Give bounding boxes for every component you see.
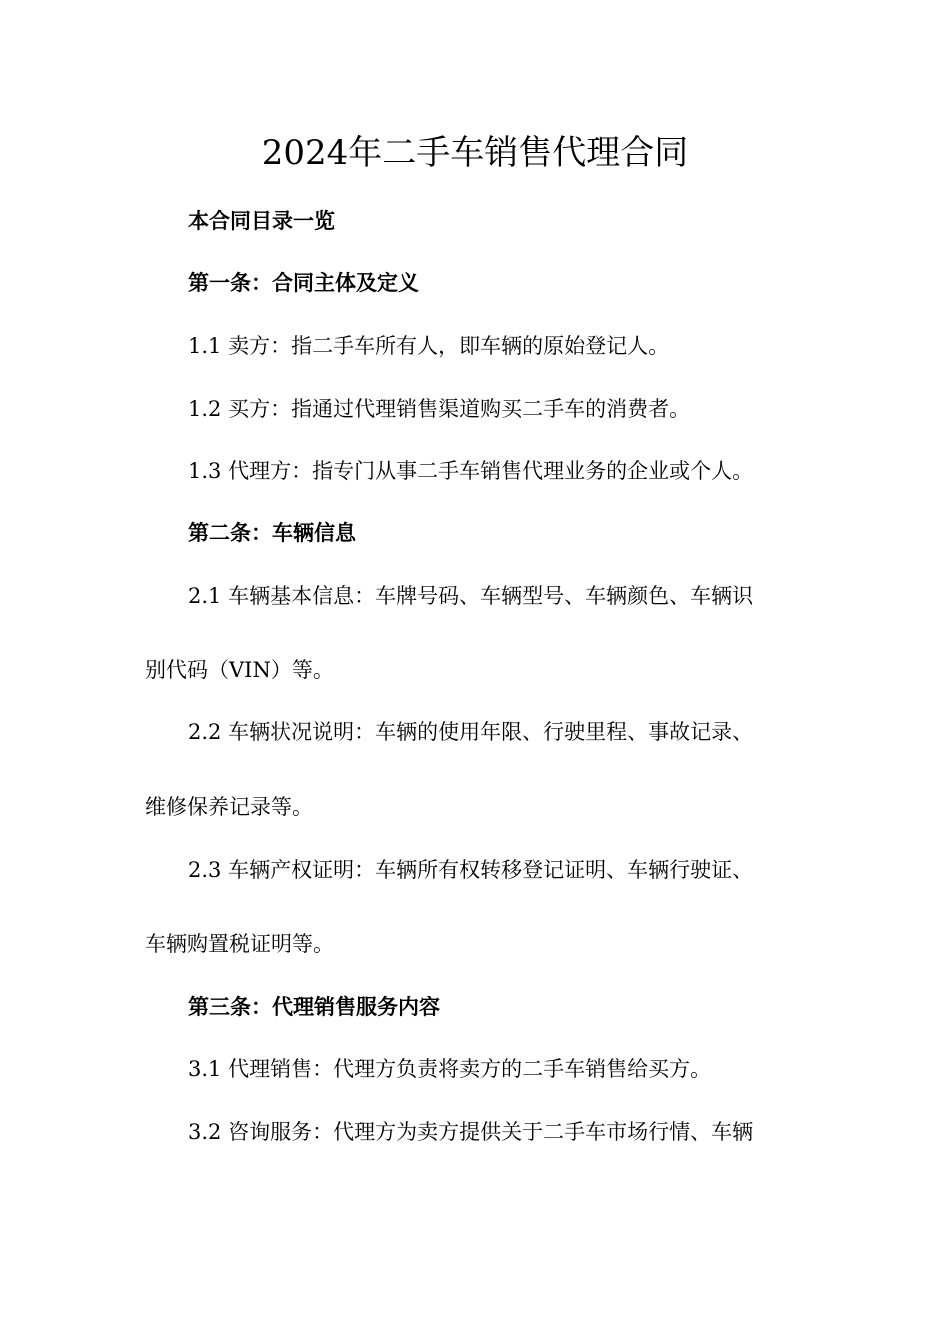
clause-2-3-line-2: 车辆购置税证明等。 xyxy=(145,932,334,956)
clause-1-2: 1.2 买方：指通过代理销售渠道购买二手车的消费者。 xyxy=(188,397,691,421)
clause-2-2-line-2: 维修保养记录等。 xyxy=(145,795,313,819)
clause-2-1-line-1: 2.1 车辆基本信息：车牌号码、车辆型号、车辆颜色、车辆识 xyxy=(188,584,754,608)
toc-heading: 本合同目录一览 xyxy=(188,209,335,233)
clause-2-2-line-1: 2.2 车辆状况说明：车辆的使用年限、行驶里程、事故记录、 xyxy=(188,720,754,744)
article-3-heading: 第三条：代理销售服务内容 xyxy=(188,995,440,1019)
clause-2-1-line-2: 别代码（VIN）等。 xyxy=(145,658,334,682)
article-1-heading: 第一条：合同主体及定义 xyxy=(188,271,419,295)
clause-3-2-line-1: 3.2 咨询服务：代理方为卖方提供关于二手车市场行情、车辆 xyxy=(188,1120,754,1144)
clause-1-1: 1.1 卖方：指二手车所有人，即车辆的原始登记人。 xyxy=(188,334,670,358)
document-title: 2024年二手车销售代理合同 xyxy=(261,133,689,173)
clause-2-3-line-1: 2.3 车辆产权证明：车辆所有权转移登记证明、车辆行驶证、 xyxy=(188,858,754,882)
article-2-heading: 第二条：车辆信息 xyxy=(188,521,356,545)
clause-1-3: 1.3 代理方：指专门从事二手车销售代理业务的企业或个人。 xyxy=(188,459,754,483)
clause-3-1: 3.1 代理销售：代理方负责将卖方的二手车销售给买方。 xyxy=(188,1057,712,1081)
